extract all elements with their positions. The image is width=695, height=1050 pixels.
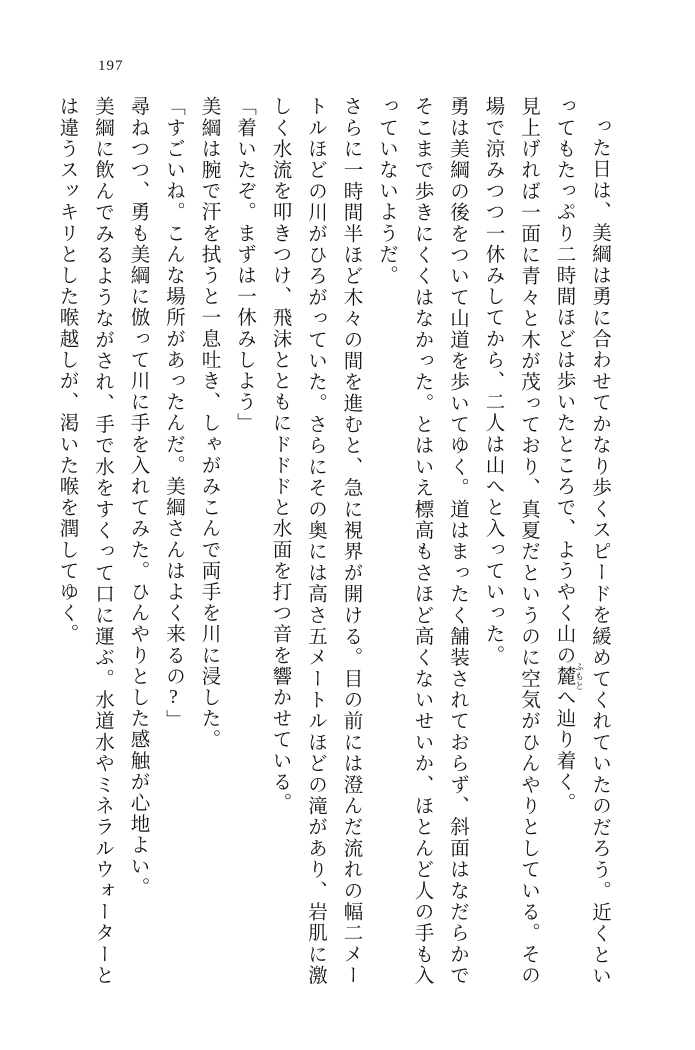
- page-number: 197: [98, 58, 124, 74]
- paragraph: 「着いたぞ。まずは一休みしよう」: [234, 96, 255, 434]
- paragraph: 見上げれば一面に青々と木が茂っており、真夏だというのに空気がひんやりとしている。その場で涼みつつ一休みしてから、二人は山へと入っていった。: [482, 96, 539, 986]
- paragraph: 「すごいね。こんな場所があったんだ。美綱さんはよく来るの?」: [163, 96, 184, 731]
- paragraph: 美綱は腕で汗を拭うと一息吐き、しゃがみこんで両手を川に浸した。: [198, 96, 220, 751]
- paragraph: った日は、美綱は勇に合わせてかなり歩くスピードを緩めてくれていたのだろう。近くといってもたっぷり二時間ほどは歩いたところで、ようやく山の麓 ふもとへ辿り着く。: [553, 96, 610, 986]
- paragraph: 美綱に飲んでみるようながされ、手で水をすくって口に運ぶ。水道水やミネラルウォーターとは違うスッキリとした喉越しが、渇いた喉を潤してゆく。: [56, 96, 113, 986]
- page-body-text: [56, 96, 617, 986]
- paragraph: さらに一時間半ほど木々の間を進むと、急に視界が開ける。目の前には澄んだ流れの幅二メートルほどの川がひろがっていた。さらにその奥には高さ五メートルほどの滝があり、岩肌に激しく水流を叩きつけ、飛沫とともにドドドと水面を打つ音を響かせている。: [269, 96, 362, 986]
- paragraph: 勇は美綱の後をついて山道を歩いてゆく。道はまったく舗装されておらず、斜面はなだらかでそこまで歩きにくくはなかった。とはいえ標高もさほど高くないせいか、ほとんど人の手も入っていないようだ。: [376, 96, 468, 986]
- ruby-annotation: 麓 ふもと: [553, 662, 584, 691]
- paragraph: 尋ねつつ、勇も美綱に倣って川に手を入れてみた。ひんやりとした感触が心地よい。: [127, 96, 149, 898]
